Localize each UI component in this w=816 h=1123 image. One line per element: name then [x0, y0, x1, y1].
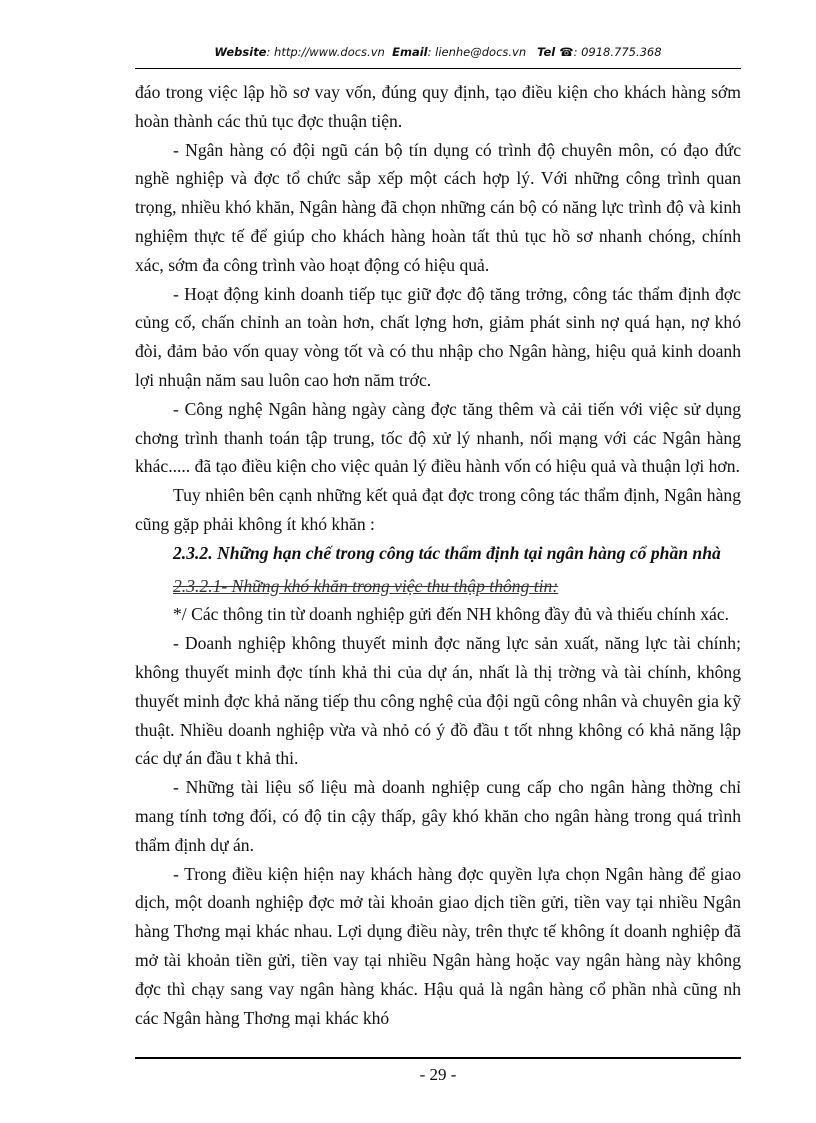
tel-label: Tel ☎ [537, 45, 574, 59]
email-value: : lienhe@docs.vn [427, 45, 527, 59]
paragraph-8: - Những tài liệu số liệu mà doanh nghiệp cung cấp cho ngân hàng thờng chỉ mang tính tơng đối, có độ tin cậy thấp, gây khó khăn cho ngân hàng trong quá trình thẩm định dự án. [135, 777, 741, 855]
tel-value: : 0918.775.368 [573, 45, 662, 59]
page-header [135, 44, 741, 69]
paragraph-6: */ Các thông tin từ doanh nghiệp gửi đến NH không đầy đủ và thiếu chính xác. [173, 604, 730, 625]
page-footer [135, 1057, 741, 1085]
website-value: : http://www.docs.vn [266, 45, 385, 59]
paragraph-3: - Hoạt động kinh doanh tiếp tục giữ đợc độ tăng trởng, công tác thẩm định đợc củng cố, chấn chỉnh an toàn hơn, chất lợng hơn, giảm phát sinh nợ quá hạn, nợ khó đòi, đảm bảo vốn quay vòng tốt và có thu nhập cho Ngân hàng, hiệu quả kinh doanh lợi nhuận năm sau luôn cao hơn năm trớc. [135, 283, 741, 390]
paragraph-9: - Trong điều kiện hiện nay khách hàng đợc quyền lựa chọn Ngân hàng để giao dịch, một doanh nghiệp đợc mở tài khoản giao dịch tiền gửi, tiền vay tại nhiều Ngân hàng Thơng mại khác nhau. Lợi dụng điều này, trên thực tế không ít doanh nghiệp đã mở tài khoản tiền gửi, tiền vay tại nhiều Ngân hàng hoặc vay ngân hàng này không đợc thì chạy sang vay ngân hàng khác. Hậu quả là ngân hàng cổ phần nhà cũng nh các Ngân hàng Thơng mại khác khó [135, 863, 741, 1028]
section-heading: 2.3.2. Những hạn chế trong công tác thẩm định tại ngân hàng cổ phần nhà [173, 542, 721, 563]
paragraph-2: - Ngân hàng có đội ngũ cán bộ tín dụng có trình độ chuyên môn, có đạo đức nghề nghiệp và đợc tổ chức sắp xếp một cách hợp lý. Với những công trình quan trọng, nhiều khó khăn, Ngân hàng đã chọn những cán bộ có năng lực trình độ và kinh nghiệm thực tế để giúp cho khách hàng hoàn tất thủ tục hồ sơ nhanh chóng, chính xác, sớm đa công trình vào hoạt động có hiệu quả. [135, 139, 741, 275]
page-number: - 29 - [419, 1065, 457, 1084]
email-label: Email [392, 45, 428, 59]
paragraph-7: - Doanh nghiệp không thuyết minh đợc năng lực sản xuất, năng lực tài chính; không thuyết minh đợc tính khả thi của dự án, nhất là thị trờng và tài chính, không thuyết minh đợc khả năng tiếp thu công nghệ của đội ngũ công nhân và chuyên gia kỹ thuật. Nhiều doanh nghiệp vừa và nhỏ có ý đồ đầu t tốt nhng không có khả năng lập các dự án đầu t khả thi. [135, 633, 741, 769]
paragraph-4: - Công nghệ Ngân hàng ngày càng đợc tăng thêm và cải tiến với việc sử dụng chơng trình thanh toán tập trung, tốc độ xử lý nhanh, nối mạng với các Ngân hàng khác..... đã tạo điều kiện cho việc quản lý điều hành vốn có hiệu quả và thuận lợi hơn. [135, 398, 741, 477]
subsection-heading: 2.3.2.1- Những khó khăn trong việc thu thập thông tin: [173, 575, 559, 596]
paragraph-1: đáo trong việc lập hồ sơ vay vốn, đúng quy định, tạo điều kiện cho khách hàng sớm hoàn thành các thủ tục đợc thuận tiện. [135, 82, 741, 131]
page-body [135, 78, 741, 1032]
paragraph-5: Tuy nhiên bên cạnh những kết quả đạt đợc trong công tác thẩm định, Ngân hàng cũng gặp phải không ít khó khăn : [135, 485, 741, 534]
website-label: Website [214, 45, 267, 59]
